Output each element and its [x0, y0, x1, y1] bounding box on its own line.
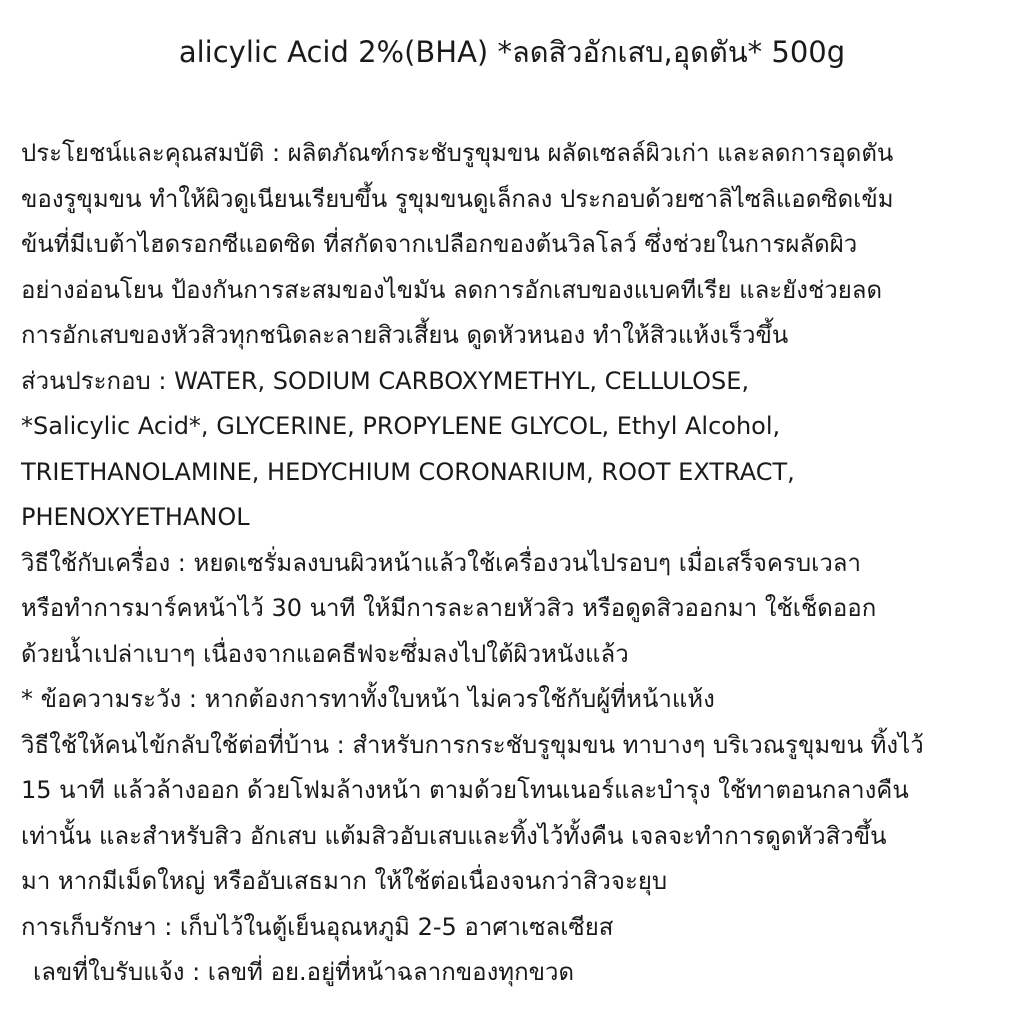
usage-line: หรือทำการมาร์คหน้าไว้ 30 นาที ให้มีการละลายหัวสิว หรือดูดสิวออกมา ใช้เช็ดออก — [21, 594, 877, 622]
registration-line: เลขที่ใบรับแจ้ง : เลขที่ อย.อยู่ที่หน้าฉลากของทุกขวด — [33, 958, 575, 986]
text-line: การอักเสบของหัวสิวทุกชนิดละลายสิวเสี้ยน ดูดหัวหนอง ทำให้สิวแห้งเร็วขึ้น — [21, 321, 789, 349]
home-usage-line: วิธีใช้ให้คนไข้กลับใช้ต่อที่บ้าน : สำหรับการกระชับรูขุมขน ทาบางๆ บริเวณรูขุมขน ทิ้งไว้ — [21, 730, 924, 759]
product-description — [21, 131, 1011, 996]
home-usage-line: 15 นาที แล้วล้างออก ด้วยโฟมล้างหน้า ตามด้วยโทนเนอร์และบำรุง ใช้ทาตอนกลางคืน — [21, 776, 909, 804]
storage-line: การเก็บรักษา : เก็บไว้ในตู้เย็นอุณหภูมิ 2-5 อาศาเซลเซียส — [21, 912, 614, 941]
text-line: ประโยชน์และคุณสมบัติ : ผลิตภัณฑ์กระชับรูขุมขน ผลัดเซลล์ผิวเก่า และลดการอุดตัน — [21, 139, 894, 167]
text-line: ข้นที่มีเบต้าไฮดรอกซีแอดซิด ที่สกัดจากเปลือกของต้นวิลโลว์ ซึ่งช่วยในการผลัดผิว — [21, 230, 858, 258]
product-title: alicylic Acid 2%(BHA) *ลดสิวอักเสบ,อุดตัน* 500g — [178, 35, 846, 69]
text-line: อย่างอ่อนโยน ป้องกันการสะสมของไขมัน ลดการอักเสบของแบคทีเรีย และยังช่วยลด — [21, 275, 883, 304]
ingredients-line: TRIETHANOLAMINE, HEDYCHIUM CORONARIUM, ROOT EXTRACT, — [21, 457, 795, 486]
usage-line: ด้วยน้ำเปล่าเบาๆ เนื่องจากแอคธีฟจะซึ่มลงไปใต้ผิวหนังแล้ว — [21, 639, 629, 668]
text-line: ของรูขุมขน ทำให้ผิวดูเนียนเรียบขึ้น รูขุมขนดูเล็กลง ประกอบด้วยซาลิไซลิแอดซิดเข้ม — [21, 184, 894, 213]
usage-line: วิธีใช้กับเครื่อง : หยดเซรั่มลงบนผิวหน้าแล้วใช้เครื่องวนไปรอบๆ เมื่อเสร็จครบเวลา — [21, 548, 861, 577]
home-usage-line: เท่านั้น และสำหรับสิว อักเสบ แต้มสิวอับเสบและทิ้งไว้ทั้งคืน เจลจะทำการดูดหัวสิวขึ้น — [21, 821, 887, 850]
caution-line: * ข้อความระวัง : หากต้องการทาทั้งใบหน้า ไม่ควรใช้กับผู้ที่หน้าแห้ง — [21, 685, 715, 713]
ingredients-line: PHENOXYETHANOL — [21, 503, 250, 531]
ingredients-line: *Salicylic Acid*, GLYCERINE, PROPYLENE GLYCOL, Ethyl Alcohol, — [21, 412, 781, 440]
home-usage-line: มา หากมีเม็ดใหญ่ หรืออับเสธมาก ให้ใช้ต่อเนื่องจนกว่าสิวจะยุบ — [21, 867, 668, 895]
ingredients-line: ส่วนประกอบ : WATER, SODIUM CARBOXYMETHYL, CELLULOSE, — [21, 366, 750, 395]
